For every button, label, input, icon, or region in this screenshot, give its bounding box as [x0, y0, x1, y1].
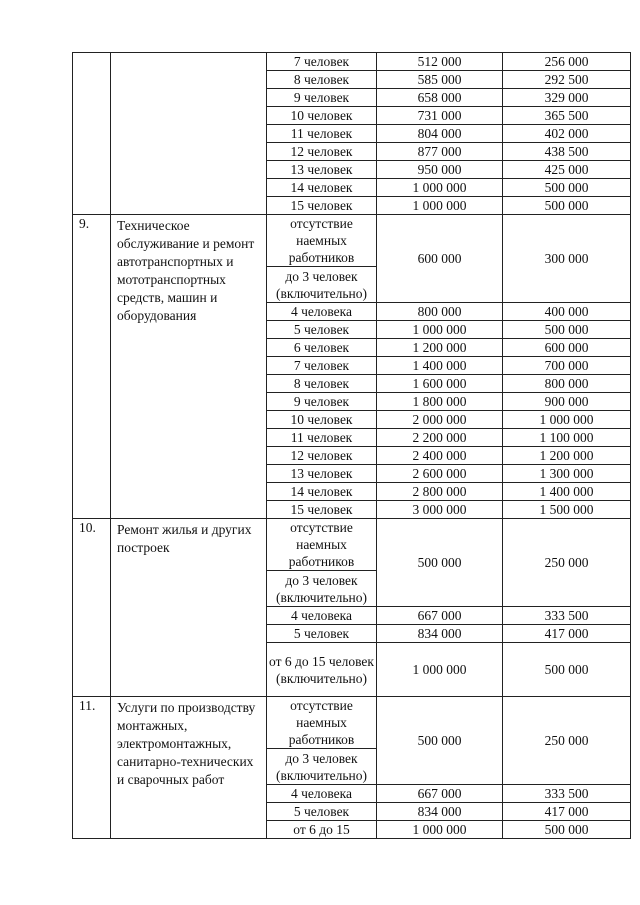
- secondary-income-value: 500 000: [503, 643, 631, 697]
- employee-count-label: 14 человек: [267, 179, 377, 197]
- employee-count-label: 11 человек: [267, 125, 377, 143]
- employee-count-label: 5 человек: [267, 803, 377, 821]
- item-number: 10.: [73, 519, 111, 697]
- employee-count-label: отсутствие наемных работников: [267, 519, 377, 571]
- employee-count-label: 15 человек: [267, 197, 377, 215]
- secondary-income-value: 333 500: [503, 785, 631, 803]
- secondary-income-value: 292 500: [503, 71, 631, 89]
- table-row: [73, 215, 631, 267]
- employee-count-label: 12 человек: [267, 143, 377, 161]
- potential-income-value: 834 000: [377, 803, 503, 821]
- potential-income-value: 658 000: [377, 89, 503, 107]
- potential-income-value: 1 000 000: [377, 197, 503, 215]
- employee-count-label: 10 человек: [267, 107, 377, 125]
- tax-rates-table: [72, 52, 631, 839]
- employee-count-label: от 6 до 15: [267, 821, 377, 839]
- activity-name: Услуги по производству монтажных, электромонтажных, санитарно-технических и сварочных работ: [111, 697, 267, 839]
- item-number: 11.: [73, 697, 111, 839]
- potential-income-value: 1 800 000: [377, 393, 503, 411]
- employee-count-label: 5 человек: [267, 321, 377, 339]
- secondary-income-value: 1 000 000: [503, 411, 631, 429]
- secondary-income-value: 256 000: [503, 53, 631, 71]
- secondary-income-value: 365 500: [503, 107, 631, 125]
- employee-count-label: 11 человек: [267, 429, 377, 447]
- employee-count-label: 13 человек: [267, 465, 377, 483]
- table-row: [73, 519, 631, 571]
- potential-income-value: 1 000 000: [377, 321, 503, 339]
- potential-income-value: 834 000: [377, 625, 503, 643]
- potential-income-value: 2 800 000: [377, 483, 503, 501]
- employee-count-label: 5 человек: [267, 625, 377, 643]
- potential-income-value: 731 000: [377, 107, 503, 125]
- secondary-income-value: 500 000: [503, 821, 631, 839]
- secondary-income-value: 1 500 000: [503, 501, 631, 519]
- secondary-income-value: 1 100 000: [503, 429, 631, 447]
- table-row: [73, 697, 631, 749]
- secondary-income-value: 333 500: [503, 607, 631, 625]
- employee-count-label: 10 человек: [267, 411, 377, 429]
- employee-count-label: 8 человек: [267, 375, 377, 393]
- activity-name: [111, 53, 267, 215]
- secondary-income-value: 800 000: [503, 375, 631, 393]
- potential-income-value: 500 000: [377, 519, 503, 607]
- potential-income-value: 2 200 000: [377, 429, 503, 447]
- secondary-income-value: 402 000: [503, 125, 631, 143]
- employee-count-label: 14 человек: [267, 483, 377, 501]
- employee-count-label: 6 человек: [267, 339, 377, 357]
- employee-count-label: отсутствие наемных работников: [267, 697, 377, 749]
- secondary-income-value: 900 000: [503, 393, 631, 411]
- secondary-income-value: 425 000: [503, 161, 631, 179]
- potential-income-value: 512 000: [377, 53, 503, 71]
- item-number: 9.: [73, 215, 111, 519]
- secondary-income-value: 1 300 000: [503, 465, 631, 483]
- secondary-income-value: 300 000: [503, 215, 631, 303]
- potential-income-value: 2 000 000: [377, 411, 503, 429]
- potential-income-value: 3 000 000: [377, 501, 503, 519]
- secondary-income-value: 250 000: [503, 697, 631, 785]
- secondary-income-value: 438 500: [503, 143, 631, 161]
- employee-count-label: 9 человек: [267, 89, 377, 107]
- employee-count-label: 12 человек: [267, 447, 377, 465]
- tax-rates-table-body: [73, 53, 631, 839]
- potential-income-value: 1 200 000: [377, 339, 503, 357]
- employee-count-label: 7 человек: [267, 357, 377, 375]
- employee-count-label: 9 человек: [267, 393, 377, 411]
- secondary-income-value: 600 000: [503, 339, 631, 357]
- employee-count-label: до 3 человек (включительно): [267, 571, 377, 607]
- secondary-income-value: 500 000: [503, 197, 631, 215]
- employee-count-label: от 6 до 15 человек (включительно): [267, 643, 377, 697]
- potential-income-value: 1 400 000: [377, 357, 503, 375]
- potential-income-value: 1 600 000: [377, 375, 503, 393]
- secondary-income-value: 400 000: [503, 303, 631, 321]
- employee-count-label: 7 человек: [267, 53, 377, 71]
- potential-income-value: 667 000: [377, 607, 503, 625]
- secondary-income-value: 500 000: [503, 321, 631, 339]
- secondary-income-value: 329 000: [503, 89, 631, 107]
- secondary-income-value: 500 000: [503, 179, 631, 197]
- table-row: [73, 53, 631, 71]
- employee-count-label: 8 человек: [267, 71, 377, 89]
- potential-income-value: 667 000: [377, 785, 503, 803]
- employee-count-label: 15 человек: [267, 501, 377, 519]
- employee-count-label: 4 человека: [267, 303, 377, 321]
- potential-income-value: 804 000: [377, 125, 503, 143]
- employee-count-label: до 3 человек (включительно): [267, 267, 377, 303]
- potential-income-value: 950 000: [377, 161, 503, 179]
- potential-income-value: 600 000: [377, 215, 503, 303]
- employee-count-label: до 3 человек (включительно): [267, 749, 377, 785]
- employee-count-label: отсутствие наемных работников: [267, 215, 377, 267]
- potential-income-value: 1 000 000: [377, 179, 503, 197]
- activity-name: Техническое обслуживание и ремонт автотранспортных и мототранспортных средств, машин и оборудования: [111, 215, 267, 519]
- potential-income-value: 500 000: [377, 697, 503, 785]
- employee-count-label: 13 человек: [267, 161, 377, 179]
- potential-income-value: 1 000 000: [377, 643, 503, 697]
- secondary-income-value: 250 000: [503, 519, 631, 607]
- activity-name: Ремонт жилья и других построек: [111, 519, 267, 697]
- employee-count-label: 4 человека: [267, 607, 377, 625]
- secondary-income-value: 1 200 000: [503, 447, 631, 465]
- secondary-income-value: 700 000: [503, 357, 631, 375]
- secondary-income-value: 417 000: [503, 625, 631, 643]
- potential-income-value: 877 000: [377, 143, 503, 161]
- employee-count-label: 4 человека: [267, 785, 377, 803]
- potential-income-value: 2 600 000: [377, 465, 503, 483]
- potential-income-value: 800 000: [377, 303, 503, 321]
- potential-income-value: 2 400 000: [377, 447, 503, 465]
- secondary-income-value: 417 000: [503, 803, 631, 821]
- secondary-income-value: 1 400 000: [503, 483, 631, 501]
- potential-income-value: 1 000 000: [377, 821, 503, 839]
- potential-income-value: 585 000: [377, 71, 503, 89]
- item-number: [73, 53, 111, 215]
